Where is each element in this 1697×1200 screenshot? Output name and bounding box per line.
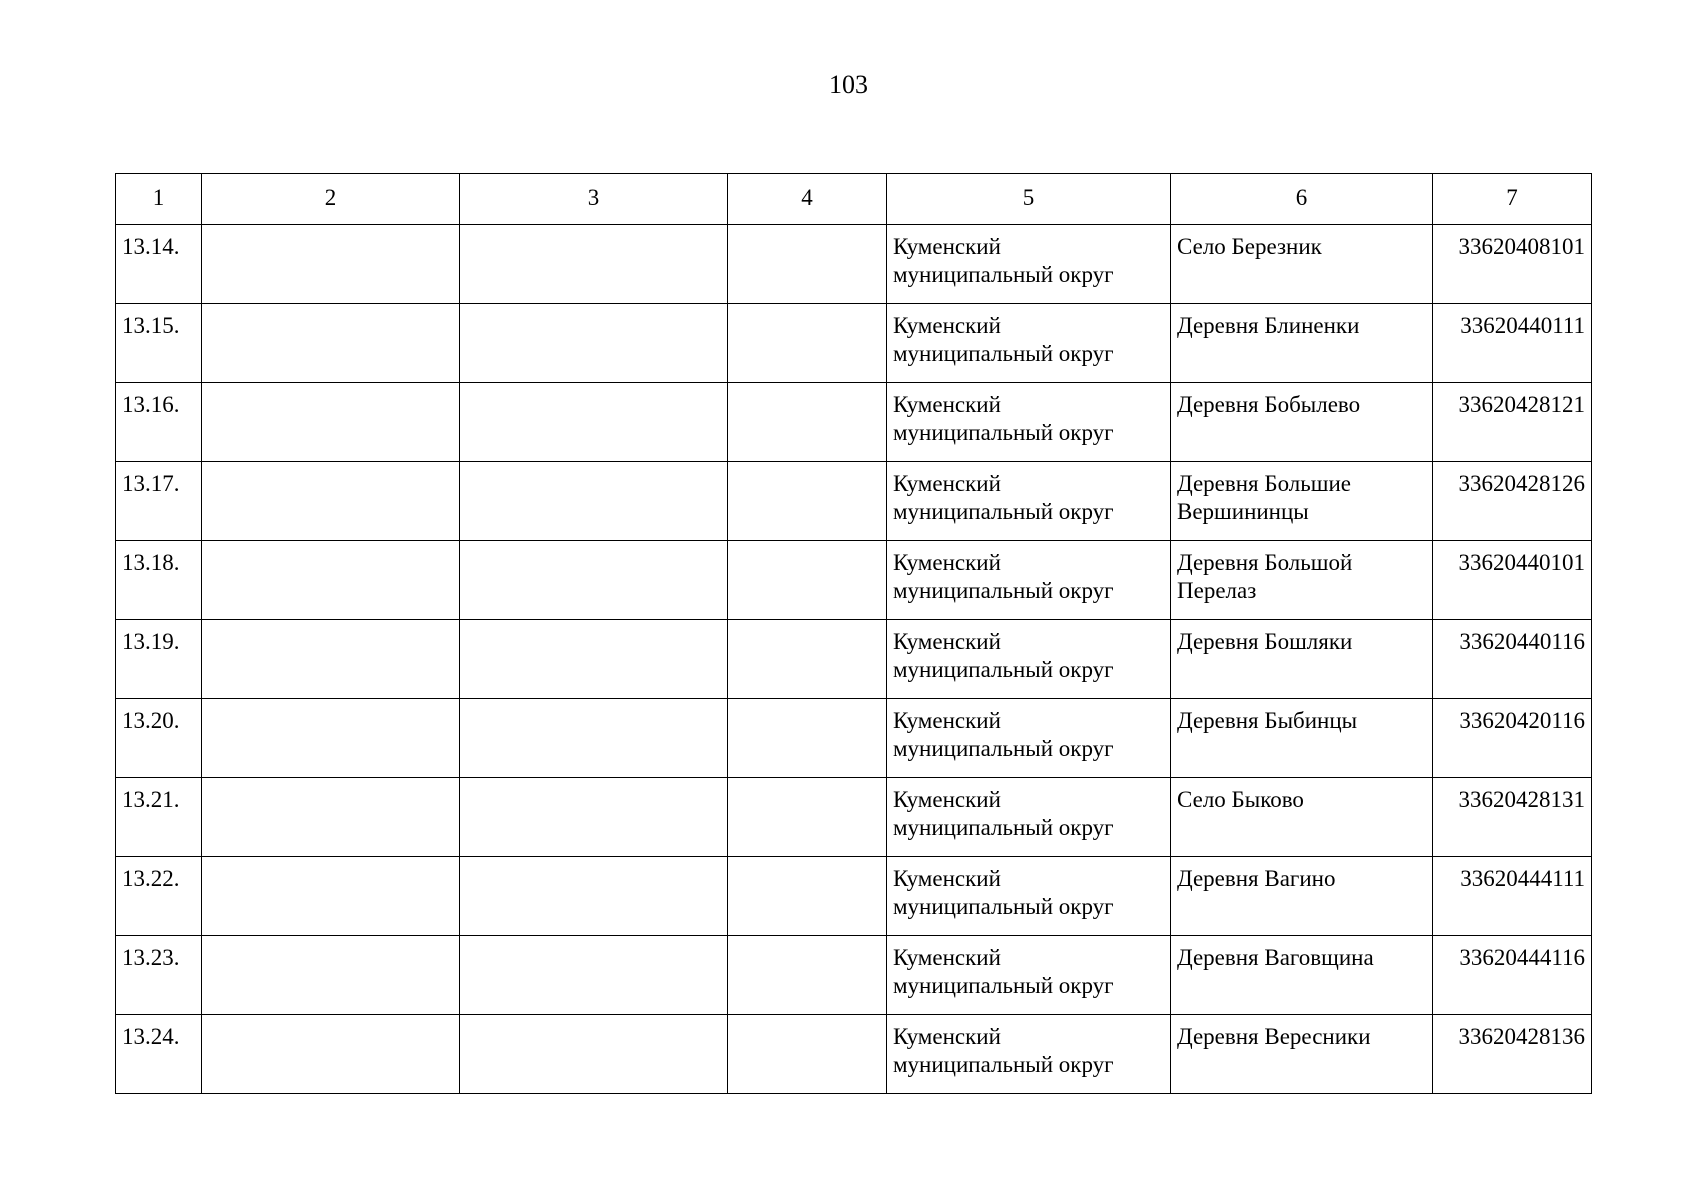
settlements-table — [115, 173, 1592, 1094]
district-line-2: муниципальный округ — [893, 578, 1114, 603]
row-number: 13.20. — [122, 708, 180, 733]
oktmo-code: 33620440101 — [1458, 550, 1585, 575]
oktmo-code: 33620408101 — [1458, 234, 1585, 259]
col-2-cell — [202, 304, 460, 383]
district-cell — [887, 936, 1171, 1015]
col-2-cell — [202, 462, 460, 541]
oktmo-code: 33620420116 — [1459, 708, 1585, 733]
district-line-1: Куменский — [893, 787, 1001, 812]
code-cell — [1433, 383, 1592, 462]
header-col-6: 6 — [1171, 174, 1433, 225]
row-number: 13.16. — [122, 392, 180, 417]
settlement-line-1: Деревня Быбинцы — [1177, 708, 1358, 733]
col-2-cell — [202, 1015, 460, 1094]
table-row — [116, 462, 1592, 541]
district-cell — [887, 304, 1171, 383]
col-4-cell — [728, 383, 887, 462]
district-line-2: муниципальный округ — [893, 736, 1114, 761]
settlement-line-1: Деревня Большие — [1177, 471, 1351, 496]
col-4-cell — [728, 620, 887, 699]
col-3-cell — [460, 225, 728, 304]
settlement-cell — [1171, 857, 1433, 936]
code-cell — [1433, 699, 1592, 778]
col-4-cell — [728, 225, 887, 304]
oktmo-code: 33620444111 — [1460, 866, 1585, 891]
row-number-cell — [116, 1015, 202, 1094]
district-cell — [887, 778, 1171, 857]
settlement-cell — [1171, 778, 1433, 857]
settlement-line-1: Деревня Ваговщина — [1177, 945, 1374, 970]
col-4-cell — [728, 699, 887, 778]
row-number-cell — [116, 936, 202, 1015]
district-line-1: Куменский — [893, 629, 1001, 654]
row-number: 13.18. — [122, 550, 180, 575]
settlement-line-1: Деревня Бобылево — [1177, 392, 1361, 417]
col-4-cell — [728, 1015, 887, 1094]
col-3-cell — [460, 304, 728, 383]
col-4-cell — [728, 304, 887, 383]
row-number-cell — [116, 857, 202, 936]
settlement-cell — [1171, 620, 1433, 699]
district-line-2: муниципальный округ — [893, 1052, 1114, 1077]
code-cell — [1433, 225, 1592, 304]
settlement-line-1: Село Березник — [1177, 234, 1322, 259]
oktmo-code: 33620444116 — [1459, 945, 1585, 970]
row-number: 13.15. — [122, 313, 180, 338]
district-line-1: Куменский — [893, 708, 1001, 733]
col-2-cell — [202, 699, 460, 778]
col-4-cell — [728, 541, 887, 620]
row-number: 13.17. — [122, 471, 180, 496]
header-row — [116, 174, 1592, 225]
col-2-cell — [202, 383, 460, 462]
col-3-cell — [460, 462, 728, 541]
col-3-cell — [460, 699, 728, 778]
district-line-1: Куменский — [893, 313, 1001, 338]
code-cell — [1433, 462, 1592, 541]
col-2-cell — [202, 620, 460, 699]
row-number-cell — [116, 620, 202, 699]
settlement-cell — [1171, 541, 1433, 620]
col-2-cell — [202, 541, 460, 620]
settlement-cell — [1171, 462, 1433, 541]
code-cell — [1433, 857, 1592, 936]
col-2-cell — [202, 936, 460, 1015]
table-row — [116, 541, 1592, 620]
row-number: 13.24. — [122, 1024, 180, 1049]
settlement-line-1: Деревня Вагино — [1177, 866, 1336, 891]
district-line-2: муниципальный округ — [893, 262, 1114, 287]
district-line-1: Куменский — [893, 550, 1001, 575]
row-number-cell — [116, 541, 202, 620]
header-col-7: 7 — [1433, 174, 1592, 225]
table-row — [116, 857, 1592, 936]
district-cell — [887, 620, 1171, 699]
table-row — [116, 383, 1592, 462]
settlement-line-1: Деревня Вересники — [1177, 1024, 1371, 1049]
row-number: 13.19. — [122, 629, 180, 654]
settlement-cell — [1171, 225, 1433, 304]
district-cell — [887, 1015, 1171, 1094]
table-row — [116, 1015, 1592, 1094]
row-number-cell — [116, 304, 202, 383]
col-2-cell — [202, 857, 460, 936]
district-line-1: Куменский — [893, 945, 1001, 970]
row-number-cell — [116, 383, 202, 462]
district-cell — [887, 383, 1171, 462]
header-col-4: 4 — [728, 174, 887, 225]
district-line-1: Куменский — [893, 866, 1001, 891]
row-number: 13.22. — [122, 866, 180, 891]
district-line-2: муниципальный округ — [893, 815, 1114, 840]
district-line-1: Куменский — [893, 234, 1001, 259]
code-cell — [1433, 304, 1592, 383]
code-cell — [1433, 1015, 1592, 1094]
table-row — [116, 620, 1592, 699]
district-cell — [887, 541, 1171, 620]
table-body — [116, 225, 1592, 1094]
row-number: 13.23. — [122, 945, 180, 970]
district-line-2: муниципальный округ — [893, 894, 1114, 919]
code-cell — [1433, 936, 1592, 1015]
row-number: 13.14. — [122, 234, 180, 259]
code-cell — [1433, 620, 1592, 699]
row-number: 13.21. — [122, 787, 180, 812]
settlement-cell — [1171, 304, 1433, 383]
oktmo-code: 33620428126 — [1458, 471, 1585, 496]
oktmo-code: 33620428136 — [1458, 1024, 1585, 1049]
settlement-cell — [1171, 383, 1433, 462]
table-row — [116, 778, 1592, 857]
col-2-cell — [202, 778, 460, 857]
table-row — [116, 225, 1592, 304]
col-4-cell — [728, 462, 887, 541]
settlement-cell — [1171, 699, 1433, 778]
code-cell — [1433, 541, 1592, 620]
settlement-cell — [1171, 1015, 1433, 1094]
district-cell — [887, 462, 1171, 541]
district-line-2: муниципальный округ — [893, 420, 1114, 445]
settlement-line-1: Деревня Большой — [1177, 550, 1353, 575]
district-line-2: муниципальный округ — [893, 499, 1114, 524]
table-row — [116, 936, 1592, 1015]
district-cell — [887, 857, 1171, 936]
code-cell — [1433, 778, 1592, 857]
oktmo-code: 33620428131 — [1458, 787, 1585, 812]
header-col-2: 2 — [202, 174, 460, 225]
col-3-cell — [460, 857, 728, 936]
district-line-2: муниципальный округ — [893, 973, 1114, 998]
header-col-1: 1 — [116, 174, 202, 225]
row-number-cell — [116, 778, 202, 857]
district-line-1: Куменский — [893, 392, 1001, 417]
row-number-cell — [116, 225, 202, 304]
settlement-line-1: Село Быково — [1177, 787, 1304, 812]
settlement-line-2: Перелаз — [1177, 578, 1257, 603]
col-3-cell — [460, 936, 728, 1015]
col-2-cell — [202, 225, 460, 304]
col-3-cell — [460, 620, 728, 699]
col-3-cell — [460, 383, 728, 462]
col-3-cell — [460, 778, 728, 857]
settlement-cell — [1171, 936, 1433, 1015]
settlement-line-1: Деревня Блиненки — [1177, 313, 1360, 338]
district-line-2: муниципальный округ — [893, 341, 1114, 366]
col-4-cell — [728, 778, 887, 857]
row-number-cell — [116, 462, 202, 541]
row-number-cell — [116, 699, 202, 778]
district-line-2: муниципальный округ — [893, 657, 1114, 682]
district-line-1: Куменский — [893, 471, 1001, 496]
district-cell — [887, 699, 1171, 778]
table-row — [116, 304, 1592, 383]
district-line-1: Куменский — [893, 1024, 1001, 1049]
header-col-5: 5 — [887, 174, 1171, 225]
col-3-cell — [460, 1015, 728, 1094]
settlement-line-1: Деревня Бошляки — [1177, 629, 1353, 654]
district-cell — [887, 225, 1171, 304]
oktmo-code: 33620440116 — [1459, 629, 1585, 654]
col-4-cell — [728, 936, 887, 1015]
col-3-cell — [460, 541, 728, 620]
table-row — [116, 699, 1592, 778]
oktmo-code: 33620428121 — [1458, 392, 1585, 417]
settlement-line-2: Вершининцы — [1177, 499, 1309, 524]
col-4-cell — [728, 857, 887, 936]
oktmo-code: 33620440111 — [1460, 313, 1585, 338]
page-number: 103 — [829, 70, 868, 99]
header-col-3: 3 — [460, 174, 728, 225]
